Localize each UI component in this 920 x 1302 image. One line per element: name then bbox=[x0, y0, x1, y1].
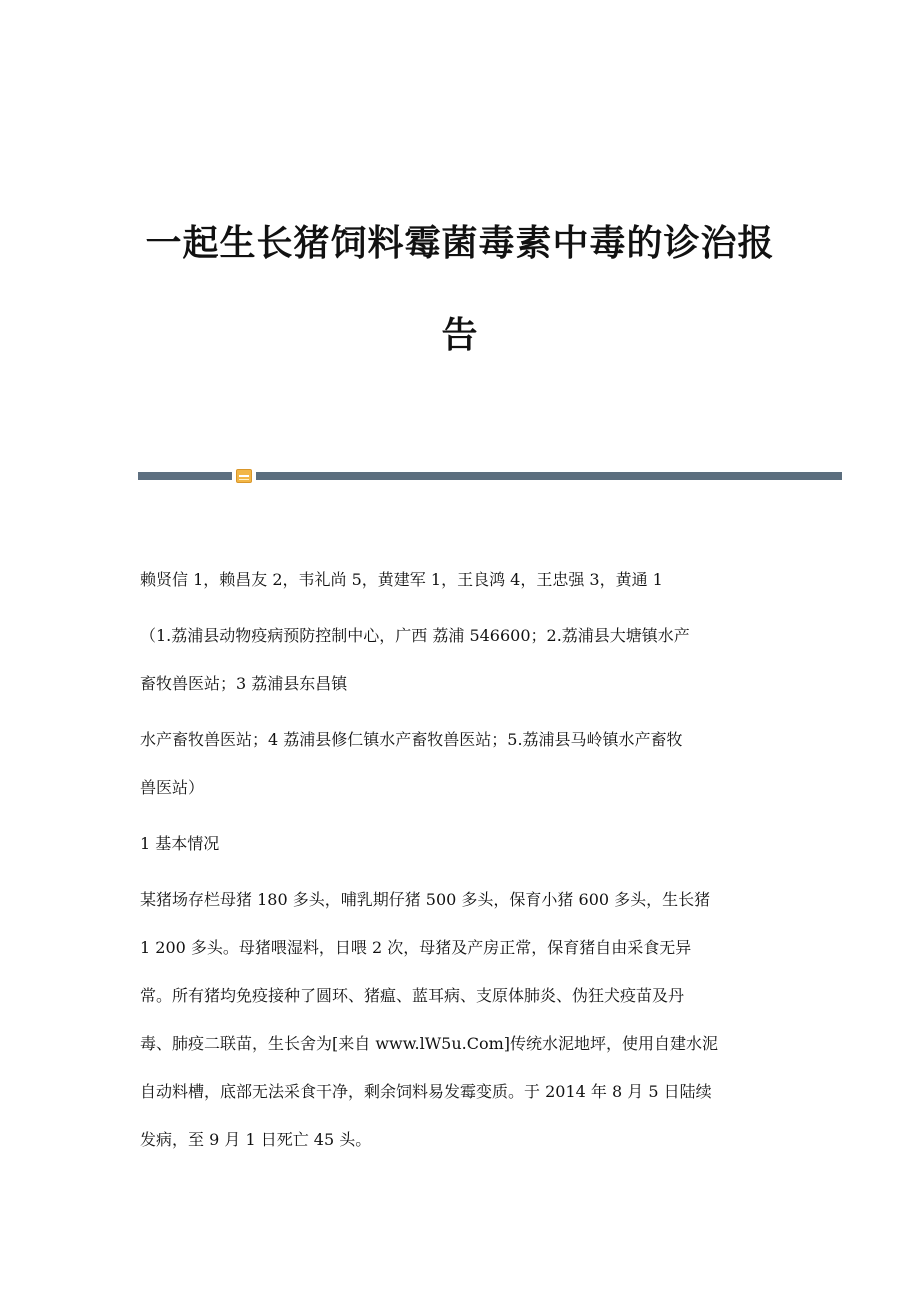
paragraph-line-3: 常。所有猪均免疫接种了圆环、猪瘟、蓝耳病、支原体肺炎、伪狂犬疫苗及丹 bbox=[140, 986, 685, 1005]
paragraph-line-6: 发病，至 9 月 1 日死亡 45 头。 bbox=[140, 1130, 372, 1149]
paragraph-line-1: 某猪场存栏母猪 180 多头，哺乳期仔猪 500 多头，保育小猪 600 多头，生长猪 bbox=[140, 890, 711, 909]
affiliation-line-4: 兽医站） bbox=[140, 778, 205, 797]
affiliation-line-3: 水产畜牧兽医站；4 荔浦县修仁镇水产畜牧兽医站；5.荔浦县马岭镇水产畜牧 bbox=[140, 730, 683, 749]
authors-line: 赖贤信 1，赖昌友 2，韦礼尚 5，黄建军 1，王良鸿 4，王忠强 3，黄通 1 bbox=[140, 570, 663, 589]
page-title-line-2: 告 bbox=[441, 314, 479, 356]
divider-bar-right bbox=[256, 472, 842, 480]
document-icon bbox=[236, 469, 252, 483]
affiliation-line-2: 畜牧兽医站；3 荔浦县东昌镇 bbox=[140, 674, 348, 693]
paragraph-line-2: 1 200 多头。母猪喂湿料，日喂 2 次，母猪及产房正常，保育猪自由采食无异 bbox=[140, 938, 692, 957]
paragraph-line-4: 毒、肺疫二联苗，生长舍为[来自 www.lW5u.Com]传统水泥地坪，使用自建水泥 bbox=[140, 1034, 719, 1053]
page-title-line-1: 一起生长猪饲料霉菌毒素中毒的诊治报 bbox=[145, 222, 775, 264]
divider-bar-left bbox=[138, 472, 232, 480]
title-divider bbox=[138, 469, 842, 483]
paragraph-line-5: 自动料槽，底部无法采食干净，剩余饲料易发霉变质。于 2014 年 8 月 5 日陆续 bbox=[140, 1082, 712, 1101]
section-heading: 1 基本情况 bbox=[140, 834, 220, 853]
affiliation-line-1: （1.荔浦县动物疫病预防控制中心，广西 荔浦 546600；2.荔浦县大塘镇水产 bbox=[140, 626, 690, 645]
